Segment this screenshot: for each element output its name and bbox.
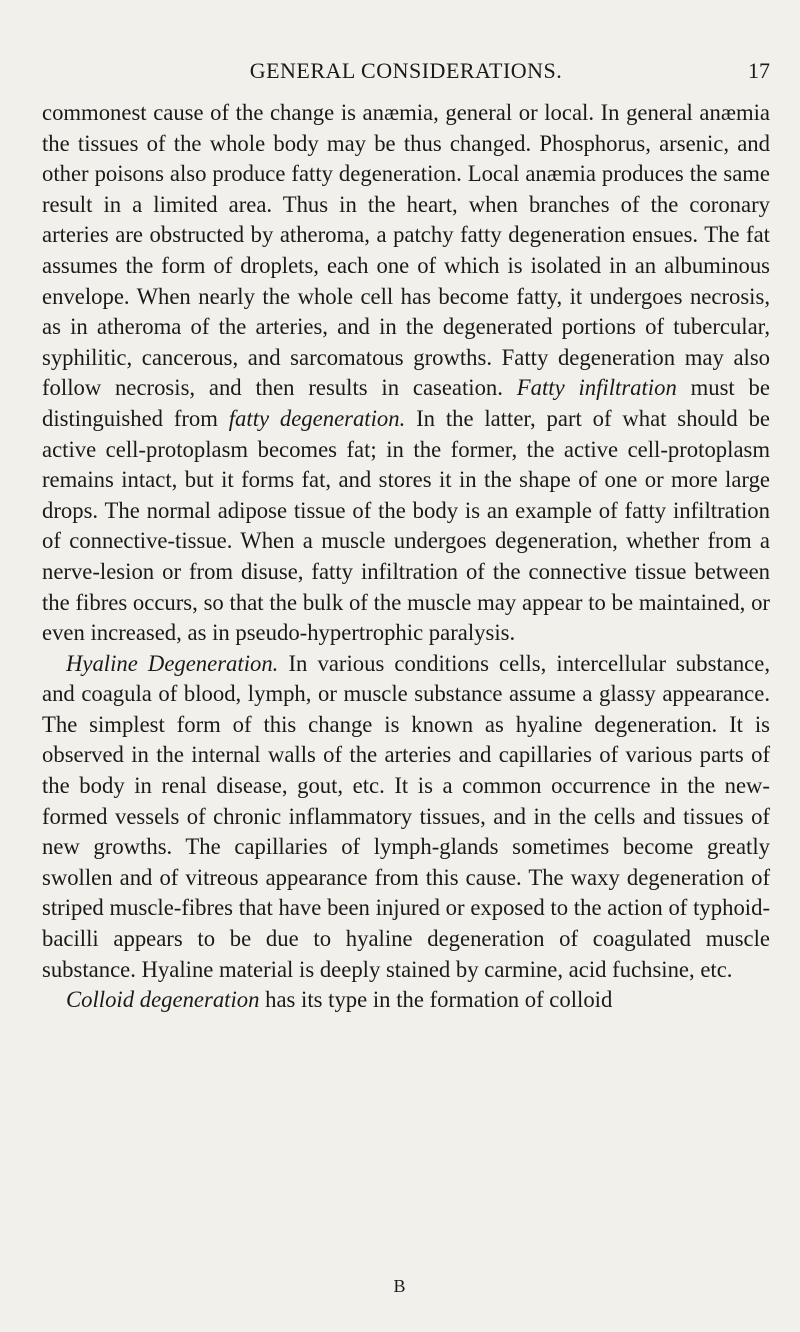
paragraph-colloid-degeneration	[42, 985, 770, 1016]
page-number: 17	[748, 58, 770, 83]
paragraph-text: has its type in the formation of colloid	[259, 987, 613, 1013]
paragraph-text: In the latter, part of what should be active cell-protoplasm becomes fat; in the former, the active cell-protoplasm remains intact, but it forms fat, and stores it in the shape of one or more large drops. The normal adipose tissue of the body is an example of fatty infiltration of connective-tissue. When a muscle undergoes degeneration, whether from a nerve-lesion or from disuse, fatty infiltration of the connective tissue between the fibres occurs, so that the bulk of the muscle may appear to be maintained, or even increased, as in pseudo-hypertrophic paralysis.	[42, 405, 771, 646]
italic-term-fatty-infiltration: Fatty infiltration	[516, 375, 677, 401]
paragraph-text: In various conditions cells, intercellular substance, and coagula of blood, lymph, or muscle substance assume a glassy appearance. The simplest form of this change is known as hyaline degeneration. It is observed in the internal walls of the arteries and capillaries of various parts of the body in renal disease, gout, etc. It is a common occurrence in the new-formed vessels of chronic inflammatory tissues, and in the cells and tissues of new growths. The capillaries of lymph-glands sometimes become greatly swollen and of vitreous appearance from this cause. The waxy degeneration of striped muscle-fibres that have been injured or exposed to the action of typhoid-bacilli appears to be due to hyaline degeneration of coagulated muscle substance. Hyaline material is deeply stained by carmine, acid fuchsine, etc.	[42, 650, 770, 982]
signature-mark: B	[393, 1276, 407, 1296]
body-text	[42, 98, 770, 1016]
paragraph-hyaline-degeneration	[42, 649, 770, 986]
paragraph-fatty-degeneration	[42, 98, 770, 649]
running-title: GENERAL CONSIDERATIONS.	[249, 58, 563, 83]
paragraph-text: commonest cause of the change is anæmia, general or local. In general anæmia the tissues of the whole body may be thus changed. Phosphorus, arsenic, and other poisons also produce fatty degeneration. Local anæmia produces the same result in a limited area. Thus in the heart, when branches of the coronary arteries are obstructed by atheroma, a patchy fatty degeneration ensues. The fat assumes the form of droplets, each one of which is isolated in an albuminous envelope. When nearly the whole cell has become fatty, it undergoes necrosis, as in atheroma of the arteries, and in the degenerated portions of tubercular, syphilitic, cancerous, and sarcomatous growths. Fatty degeneration may also follow necrosis, and then results in caseation.	[42, 100, 770, 401]
section-heading-colloid: Colloid degeneration	[66, 987, 260, 1013]
section-heading-hyaline: Hyaline Degeneration.	[66, 650, 279, 676]
italic-term-fatty-degeneration: fatty degeneration.	[228, 405, 406, 431]
running-head	[42, 58, 770, 86]
paragraph-text: must be distinguished from	[42, 375, 770, 431]
